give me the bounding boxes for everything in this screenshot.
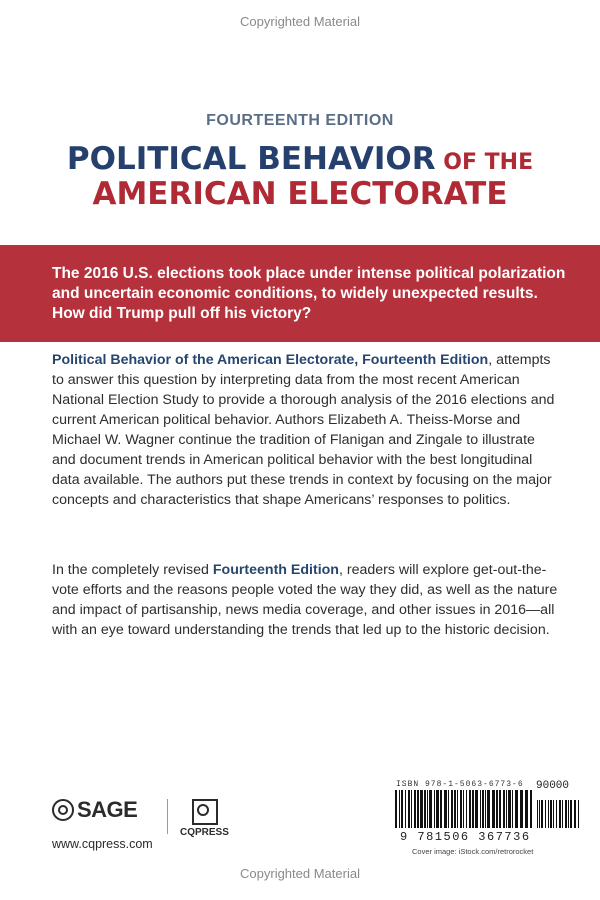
publisher-website: www.cqpress.com [52,837,153,851]
book-title-line-2: AMERICAN ELECTORATE [92,176,508,212]
isbn-barcode [393,790,583,832]
barcode-number: 9 781506 367736 [400,830,531,844]
copyright-watermark-top: Copyrighted Material [240,14,360,29]
title-of-the: OF THE [435,150,534,175]
isbn-label: ISBN 978-1-5063-6773-6 [396,780,524,789]
title-main: POLITICAL BEHAVIOR [66,141,436,177]
cqpress-logo-icon [192,799,218,825]
book-name-highlight: Political Behavior of the American Electorate, Fourteenth Edition [52,352,489,368]
edition-highlight: Fourteenth Edition [212,562,339,578]
summary-banner [0,245,600,342]
paragraph-1-text: , attempts to answer this question by interpreting data from the most recent American National Election Study to provide a thorough analysis of the 2016 elections and current American political behavior. Authors Elizabeth A. Theiss-Morse and Michael W. Wagner continue the tradition of Flanigan and Zingale to illustrate and document trends in American political behavior with the best longitudinal data available. The authors put these trends in context by focusing on the major concepts and characteristics that shape Americans’ responses to politics. [52,352,555,508]
book-title-line-1 [0,141,600,177]
description-paragraph-2 [52,560,562,640]
logo-divider [167,799,168,834]
edition-label: FOURTEENTH EDITION [206,112,394,129]
cover-credit: Cover image: iStock.com/retrorocket [412,847,534,856]
copyright-watermark-bottom: Copyrighted Material [240,866,360,881]
paragraph-2-after: , readers will explore get-out-the-vote efforts and the reasons people voted the way they did, as well as the nature and impact of partisanship, news media coverage, and other issues in 2016—all with an eye toward understanding the trends that led up to the historic decision. [52,562,558,638]
description-paragraph-1 [52,350,562,510]
banner-text: The 2016 U.S. elections took place under intense political polarization and uncertain economic conditions, to widely unexpected results. How did Trump pull off his victory? [52,265,566,322]
sage-logo-icon [52,799,74,821]
paragraph-2-before: In the completely revised [52,562,213,578]
sage-logo [52,797,137,823]
cqpress-logo-text: CQPRESS [180,827,229,838]
sage-logo-text: SAGE [77,797,138,822]
price-code: 90000 [536,780,570,792]
